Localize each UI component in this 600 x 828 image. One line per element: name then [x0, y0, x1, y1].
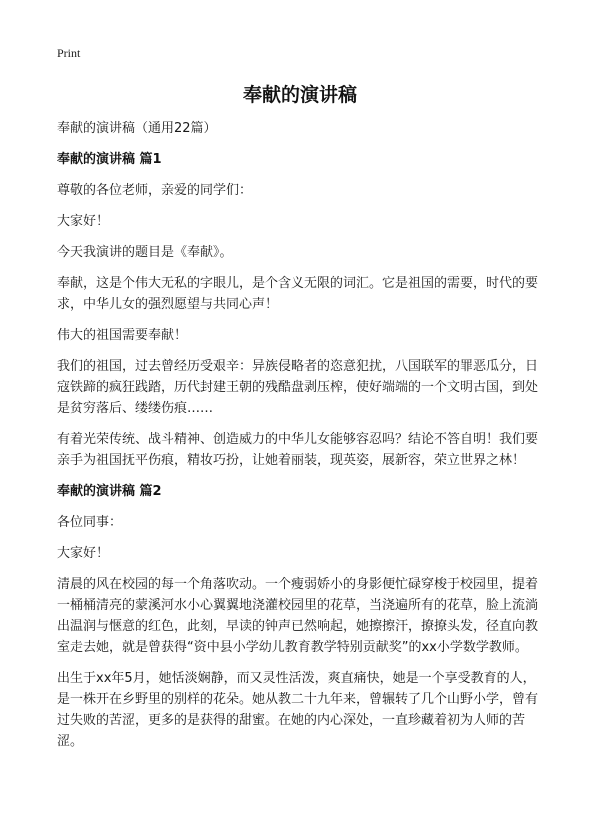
- paragraph: 我们的祖国，过去曾经历受艰辛：异族侵略者的恣意犯扰，八国联军的罪恶瓜分，日寇铁蹄的疯狂践踏，历代封建王朝的残酷盘剥压榨，使好端端的一个文明古国，到处是贫穷落后、缕缕伤痕……: [57, 359, 539, 416]
- paragraph: 有着光荣传统、战斗精神、创造威力的中华儿女能够容忍吗？结论不答自明！我们要亲手为祖国抚平伤痕，精妆巧扮，让她着丽装，现英姿，展新容，荣立世界之林！: [57, 432, 539, 468]
- paragraph: 奉献，这是个伟大无私的字眼儿，是个含义无限的词汇。它是祖国的需要，时代的要求，中华儿女的强烈愿望与共同心声！: [57, 276, 539, 312]
- paragraph: 各位同事：: [57, 515, 123, 530]
- section-2: [57, 481, 545, 752]
- paragraph: 伟大的祖国需要奉献！: [57, 328, 188, 343]
- paragraph: 出生于xx年5月，她恬淡娴静，而又灵性活泼，爽直痛快，她是一个享受教育的人，是一株开在乡野里的别样的花朵。她从教二十九年来，曾辗转了几个山野小学，曾有过失败的苦涩，更多的是获得的甜蜜。在她的内心深处，一直珍藏着初为人师的苦涩。: [57, 671, 539, 749]
- paragraph: 尊敬的各位老师，亲爱的同学们：: [57, 183, 253, 198]
- print-link[interactable]: Print: [57, 46, 81, 60]
- paragraph: 大家好！: [57, 214, 110, 229]
- section-1: [57, 149, 545, 471]
- paragraph: 大家好！: [57, 546, 110, 561]
- document-body: [57, 118, 545, 762]
- document-subtitle: 奉献的演讲稿（通用22篇）: [57, 121, 217, 136]
- section-heading: 奉献的演讲稿 篇1: [57, 152, 162, 167]
- paragraph: 清晨的风在校园的每一个角落吹动。一个瘦弱娇小的身影便忙碌穿梭于校园里，提着一桶桶清亮的蒙溪河水小心翼翼地浇灌校园里的花草，当浇遍所有的花草，脸上流淌出温润与惬意的红色，此刻，早读的钟声已然响起，她擦擦汗，撩撩头发，径直向教室走去她，就是曾获得“资中县小学幼儿教育教学特别贡献奖”的xx小学数学教师。: [57, 577, 539, 655]
- section-heading: 奉献的演讲稿 篇2: [57, 484, 162, 499]
- page-title: 奉献的演讲稿: [242, 84, 357, 106]
- paragraph: 今天我演讲的题目是《奉献》。: [57, 245, 233, 260]
